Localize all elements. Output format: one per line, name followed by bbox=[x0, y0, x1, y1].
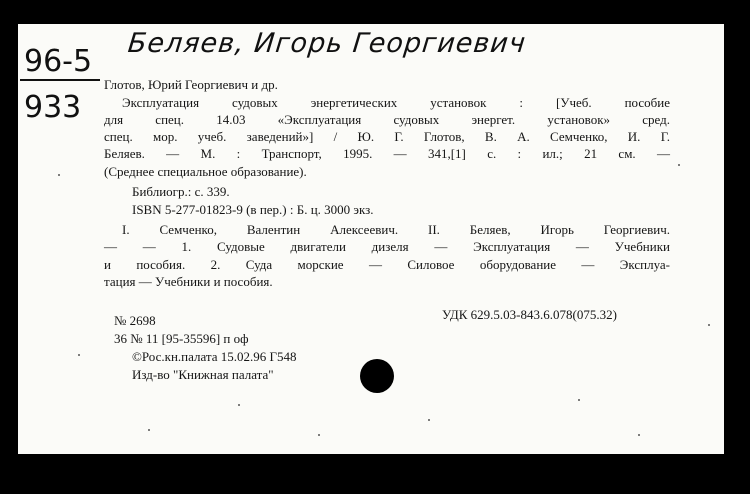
udk-code: УДК 629.5.03-843.6.078(075.32) bbox=[442, 307, 617, 322]
scan-speck bbox=[678, 164, 680, 166]
scan-speck bbox=[578, 399, 580, 401]
tracings-line-2: — — 1. Судовые двигатели дизеля — Эксплуатация — Учебники bbox=[104, 239, 670, 254]
issue-line: 36 № 11 [95-35596] п оф bbox=[114, 331, 249, 346]
bibliography-note: Библиогр.: с. 339. bbox=[132, 184, 230, 199]
scan-speck bbox=[318, 434, 320, 436]
title-line-3: спец. мор. учеб. заведений»] / Ю. Г. Глотов, В. А. Семченко, И. Г. bbox=[104, 129, 670, 144]
publisher-line: Изд-во "Книжная палата" bbox=[132, 367, 274, 382]
scan-speck bbox=[78, 354, 80, 356]
scan-speck bbox=[708, 324, 710, 326]
catalog-card bbox=[18, 24, 724, 454]
title-line-5: (Среднее специальное образование). bbox=[104, 164, 307, 179]
isbn-line: ISBN 5-277-01823-9 (в пер.) : Б. ц. 3000 экз. bbox=[132, 202, 374, 217]
tracings-line-4: тация — Учебники и пособия. bbox=[104, 274, 273, 289]
title-line-2: для спец. 14.03 «Эксплуатация судовых энергет. установок» сред. bbox=[104, 112, 670, 127]
handwritten-call-number-bottom: 933 bbox=[24, 90, 82, 125]
scan-speck bbox=[238, 404, 240, 406]
tracings-line-1: I. Семченко, Валентин Алексеевич. II. Беляев, Игорь Георгиевич. bbox=[122, 222, 670, 237]
heading-author: Глотов, Юрий Георгиевич и др. bbox=[104, 77, 278, 92]
copyright-line: ©Рос.кн.палата 15.02.96 Г548 bbox=[132, 349, 297, 364]
title-line-1: Эксплуатация судовых энергетических установок : [Учеб. пособие bbox=[122, 95, 670, 110]
scan-speck bbox=[58, 174, 60, 176]
scan-speck bbox=[638, 434, 640, 436]
handwritten-heading: Беляев, Игорь Георгиевич bbox=[126, 28, 528, 59]
punch-hole bbox=[360, 359, 394, 393]
title-line-4: Беляев. — М. : Транспорт, 1995. — 341,[1] с. : ил.; 21 см. — bbox=[104, 146, 670, 161]
tracings-line-3: и пособия. 2. Суда морские — Силовое оборудование — Эксплуа- bbox=[104, 257, 670, 272]
record-number: № 2698 bbox=[114, 313, 156, 328]
scan-speck bbox=[148, 429, 150, 431]
scan-speck bbox=[428, 419, 430, 421]
handwritten-call-number-top: 96-5 bbox=[24, 44, 93, 79]
